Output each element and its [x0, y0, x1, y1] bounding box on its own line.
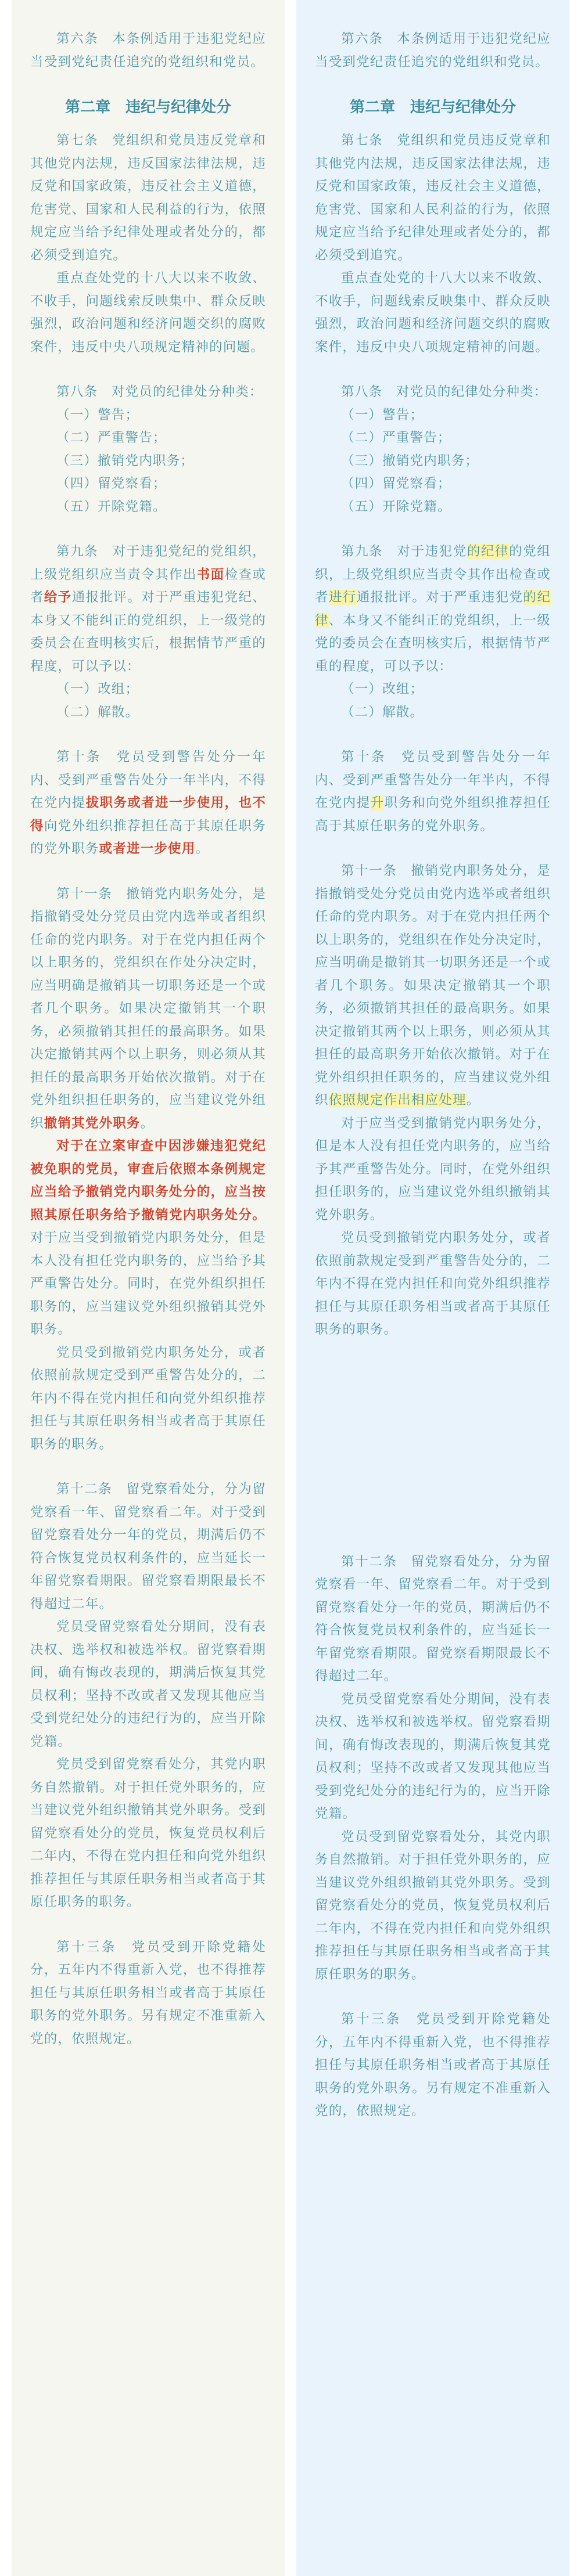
right-column-original [296, 0, 569, 2576]
highlight-original: 的纪律 [315, 590, 551, 628]
article-6-text: 第六条 本条例适用于违犯党纪应当受到党纪责任追究的党组织和党员。 [315, 31, 551, 70]
article-8-intro: 第八条 对党员的纪律处分种类： [56, 384, 263, 399]
article-8-item: （二）严重警告； [341, 430, 451, 445]
article-8-intro: 第八条 对党员的纪律处分种类： [341, 384, 548, 399]
article-11-para-1: 第十一条 撤销党内职务处分，是指撤销受处分党员由党内选举或者组织任命的党内职务。对于在党内担任两个以上职务的，党组织在作处分决定时，应当明确是撤销其一切职务还是一个或者几个职务。如果决定撤销其一个职务，必须撤销其担任的最高职务。如果决定撤销其两个以上职务，则必须从其担任的最高职务开始依次撤销。对于在党外组织担任职务的，应当建议党外组织撤销其党外职务。 [30, 886, 266, 1131]
article-12-para-1: 第十二条 留党察看处分，分为留党察看一年、留党察看二年。对于受到留党察看处分一年的党员，期满后仍不符合恢复党员权利条件的，应当延长一年留党察看期限。留党察看期限最长不得超过二年。 [315, 1554, 551, 1684]
article-12 [30, 1478, 266, 1914]
article-13 [30, 1936, 266, 2051]
highlight-change: 对于在立案审查中因涉嫌违犯党纪被免职的党员，审查后依照本条例规定应当给予撤销党内职务处分的，应当按照其原任职务给予撤销党内职务处分。 [30, 1139, 266, 1223]
article-11-para-3: 党员受到撤销党内职务处分，或者依照前款规定受到严重警告处分的，二年内不得在党内担任和向党外组织推荐担任与其原任职务相当或者高于其原任职务的职务。 [30, 1345, 266, 1452]
article-12-para-3: 党员受到留党察看处分，其党内职务自然撤销。对于担任党外职务的，应当建议党外组织撤销其党外职务。受到留党察看处分的党员，恢复党员权利后二年内，不得在党内担任和向党外组织推荐担任与其原任职务相当或者高于其原任职务的职务。 [315, 1829, 551, 1982]
article-7 [315, 129, 551, 359]
article-10 [30, 746, 266, 861]
article-12-para-3: 党员受到留党察看处分，其党内职务自然撤销。对于担任党外职务的，应当建议党外组织撤销其党外职务。受到留党察看处分的党员，恢复党员权利后二年内，不得在党内担任和向党外组织推荐担任与其原任职务相当或者高于其原任职务的职务。 [30, 1757, 266, 1910]
highlight-original: 的纪律 [467, 544, 510, 559]
article-8-item: （三）撤销党内职务； [341, 453, 479, 469]
article-6 [30, 28, 266, 74]
article-6-text: 第六条 本条例适用于违犯党纪应当受到党纪责任追究的党组织和党员。 [30, 31, 266, 70]
article-9 [315, 541, 551, 724]
article-11-para-1: 第十一条 撤销党内职务处分，是指撤销受处分党员由党内选举或者组织任命的党内职务。对于在党内担任两个以上职务的，党组织在作处分决定时，应当明确是撤销其一切职务还是一个或者几个职务。如果决定撤销其一个职务，必须撤销其担任的最高职务。如果决定撤销其两个以上职务，则必须从其担任的最高职务开始依次撤销。对于在党外组织担任职务的，应当建议党外组织依照规定作出相应处理。 [315, 863, 551, 1108]
article-13-text: 第十三条 党员受到开除党籍处分，五年内不得重新入党，也不得推荐担任与其原任职务相当或者高于其原任职务的党外职务。另有规定不准重新入党的，依照规定。 [315, 2012, 551, 2119]
article-7-para-2: 重点查处党的十八大以来不收敛、不收手，问题线索反映集中、群众反映强烈，政治问题和经济问题交织的腐败案件，违反中央八项规定精神的问题。 [30, 271, 266, 355]
article-9 [30, 541, 266, 724]
article-8-item: （一）警告； [341, 407, 424, 423]
article-11 [30, 883, 266, 1457]
article-8-item: （四）留党察看； [341, 476, 451, 491]
article-11-para-2: 对于在立案审查中因涉嫌违犯党纪被免职的党员，审查后依照本条例规定应当给予撤销党内职务处分的，应当按照其原任职务给予撤销党内职务处分。对于应当受到撤销党内职务处分，但是本人没有担任党内职务的，应当给予其严重警告处分。同时，在党外组织担任职务的，应当建议党外组织撤销其党外职务。 [30, 1139, 266, 1337]
article-7-para-1: 第七条 党组织和党员违反党章和其他党内法规，违反国家法律法规，违反党和国家政策，违反社会主义道德，危害党、国家和人民利益的行为，依照规定应当给予纪律处理或者处分的，都必须受到追究。 [30, 133, 266, 263]
article-9-item: （一）改组； [341, 682, 424, 697]
article-10-text: 第十条 党员受到警告处分一年内、受到严重警告处分一年半内，不得在党内提拔职务或者进一步使用，也不得向党外组织推荐担任高于其原任职务的党外职务或者进一步使用。 [30, 750, 267, 856]
article-9-item: （二）解散。 [56, 704, 139, 720]
article-8-item: （五）开除党籍。 [341, 499, 451, 514]
article-13-text: 第十三条 党员受到开除党籍处分，五年内不得重新入党，也不得推荐担任与其原任职务相当或者高于其原任职务的党外职务。另有规定不准重新入党的，依照规定。 [30, 1939, 266, 2047]
article-11 [315, 860, 551, 1342]
highlight-original: 依照规定作出相应处理 [328, 1093, 467, 1108]
article-9-item: （二）解散。 [341, 704, 424, 720]
article-10 [315, 746, 551, 838]
article-10-text: 第十条 党员受到警告处分一年内、受到严重警告处分一年半内，不得在党内提升职务和向党外组织推荐担任高于其原任职务的党外职务。 [315, 750, 551, 834]
article-8 [30, 381, 266, 518]
chapter-2-heading: 第二章 违纪与纪律处分 [349, 99, 516, 116]
article-9-text: 第九条 对于违犯党的纪律的党组织，上级党组织应当责令其作出检查或者进行通报批评。对于严重违犯党的纪律、本身又不能纠正的党组织，上一级党的委员会在查明核实后，根据情节严重的程度，可以予以： [315, 544, 551, 674]
article-12-para-1: 第十二条 留党察看处分，分为留党察看一年、留党察看二年。对于受到留党察看处分一年的党员，期满后仍不符合恢复党员权利条件的，应当延长一年留党察看期限。留党察看期限最长不得超过二年。 [30, 1482, 266, 1612]
article-8-item: （二）严重警告； [56, 430, 167, 445]
article-7 [30, 129, 266, 359]
article-8-item: （一）警告； [56, 407, 139, 423]
article-12-para-2: 党员受留党察看处分期间，没有表决权、选举权和被选举权。留党察看期间，确有悔改表现的，期满后恢复其党员权利；坚持不改或者又发现其他应当受到党纪处分的违纪行为的，应当开除党籍。 [315, 1691, 551, 1821]
article-8-item: （三）撤销党内职务； [56, 453, 195, 469]
article-6 [315, 28, 551, 74]
highlight-change: 或者进一步使用 [99, 841, 196, 856]
article-8 [315, 381, 551, 518]
highlight-change: 书面 [196, 567, 225, 582]
article-12-para-2: 党员受留党察看处分期间，没有表决权、选举权和被选举权。留党察看期间，确有悔改表现的，期满后恢复其党员权利；坚持不改或者又发现其他应当受到党纪处分的违纪行为的，应当开除党籍。 [30, 1619, 266, 1749]
article-13 [315, 2008, 551, 2123]
article-12 [315, 1551, 551, 1987]
article-8-item: （四）留党察看； [56, 476, 167, 491]
highlight-change: 给予 [44, 590, 72, 605]
article-7-para-2: 重点查处党的十八大以来不收敛、不收手，问题线索反映集中、群众反映强烈，政治问题和经济问题交织的腐败案件，违反中央八项规定精神的问题。 [315, 271, 551, 355]
article-7-para-1: 第七条 党组织和党员违反党章和其他党内法规，违反国家法律法规，违反党和国家政策，违反社会主义道德，危害党、国家和人民利益的行为，依照规定应当给予纪律处理或者处分的，都必须受到追究。 [315, 133, 551, 263]
article-9-item: （一）改组； [56, 682, 139, 697]
highlight-change: 撤销其党外职务 [44, 1115, 141, 1131]
article-11-para-2: 对于应当受到撤销党内职务处分，但是本人没有担任党内职务的，应当给予其严重警告处分。同时，在党外组织担任职务的，应当建议党外组织撤销其党外职务。 [315, 1115, 551, 1223]
chapter-2-heading: 第二章 违纪与纪律处分 [64, 99, 231, 116]
article-9-text: 第九条 对于违犯党纪的党组织，上级党组织应当责令其作出书面检查或者给予通报批评。对于严重违犯党纪、本身又不能纠正的党组织，上一级党的委员会在查明核实后，根据情节严重的程度，可以予以： [30, 544, 267, 674]
left-column-revised [12, 0, 285, 2576]
highlight-change: 拔职务 [85, 795, 128, 810]
article-8-item: （五）开除党籍。 [56, 499, 167, 514]
highlight-change: 或者进一步使用，也不得 [30, 795, 266, 834]
highlight-original: 进行 [328, 590, 357, 605]
article-11-para-3: 党员受到撤销党内职务处分，或者依照前款规定受到严重警告处分的，二年内不得在党内担任和向党外组织推荐担任与其原任职务相当或者高于其原任职务的职务。 [315, 1230, 551, 1337]
highlight-original: 升 [370, 795, 385, 810]
